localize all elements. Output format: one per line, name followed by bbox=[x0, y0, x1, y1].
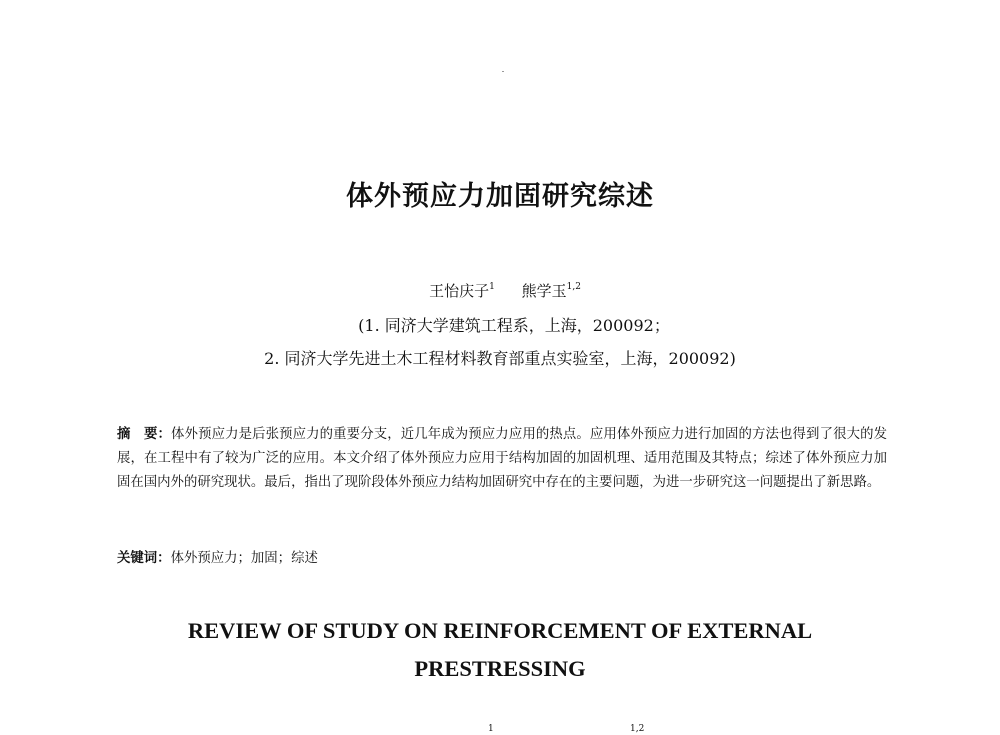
keywords-label: 关键词： bbox=[117, 550, 171, 566]
abstract bbox=[117, 422, 887, 496]
affiliation-mark: 1,2 bbox=[630, 724, 645, 734]
author-line bbox=[0, 280, 1000, 301]
affiliation-line: 2. 同济大学先进土木工程材料教育部重点实验室，上海，200092) bbox=[264, 349, 736, 368]
affiliation-mark: 1 bbox=[488, 724, 494, 734]
abstract-text: 体外预应力是后张预应力的重要分支，近几年成为预应力应用的热点。应用体外预应力进行加固的方法也得到了很大的发展，在工程中有了较为广泛的应用。本文介绍了体外预应力应用于结构加固的加固机理、适用范围及其特点；综述了体外预应力加固在国内外的研究现状。最后，指出了现阶段体外预应力结构加固研究中存在的主要问题，为进一步研究这一问题提出了新思路。 bbox=[117, 427, 887, 491]
abstract-label: 摘 要： bbox=[117, 426, 172, 442]
keywords bbox=[117, 547, 318, 566]
author-affiliation-mark: 1,2 bbox=[566, 282, 581, 292]
english-title-line: REVIEW OF STUDY ON REINFORCEMENT OF EXTERNAL bbox=[187, 618, 813, 643]
author-affiliation-mark: 1 bbox=[489, 282, 495, 292]
paper-title: 体外预应力加固研究综述 bbox=[346, 181, 654, 212]
english-title bbox=[0, 612, 1000, 688]
english-title-line: PRESTRESSING bbox=[414, 656, 586, 681]
keywords-text: 体外预应力；加固；综述 bbox=[170, 551, 318, 566]
author-name: 熊学玉 bbox=[521, 282, 567, 300]
author-name: 王怡庆子 bbox=[429, 282, 490, 300]
affiliation-line: (1. 同济大学建筑工程系，上海，200092； bbox=[358, 316, 670, 335]
scan-speck bbox=[502, 71, 504, 72]
